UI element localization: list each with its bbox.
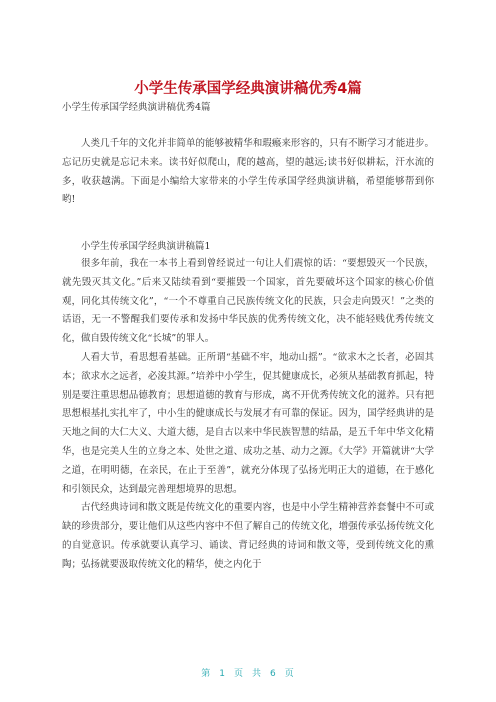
body-paragraph-2: 人看大节，看思想看基础。正所谓“基础不牢，地动山摇”。“欲求木之长者，必固其本；欲求水之远者，必浚其源。”培养中小学生，促其健康成长，必须从基础教育抓起，特别是要注重思想品德教育；思想道德的教育与形成，离不开优秀传统文化的滋养。只有把思想根基扎实扎牢了，中小生的健康成长与发展才有可靠的保证。因为，国学经典讲的是天地之间的大仁大义、大道大德，是自古以来中华民族智慧的结晶，是五千年中华文化精华，也是完美人生的立身之本、处世之道、成功之基、动力之源。《大学》开篇就讲“大学之道，在明明德，在亲民，在止于至善”，就充分体现了弘扬光明正大的道德，在于感化和引领民众，达到最完善理想境界的思想。: [62, 351, 434, 495]
page-label: 第: [201, 669, 212, 679]
total-unit: 页: [284, 669, 295, 679]
body-paragraph-3: 古代经典诗词和散文既是传统文化的重要内容，也是中小学生精神营养套餐中不可或缺的珍贵部分，要让他们从这些内容中不但了解自己的传统文化，增强传承弘扬传统文化的自觉意识。传承就要认真学习、诵读、背记经典的诗词和散文等，受到传统文化的熏陶；弘扬就要汲取传统文化的精华，使之内化于: [62, 502, 434, 570]
document-subtitle: 小学生传承国学经典演讲稿优秀4篇: [62, 102, 211, 113]
page-unit: 页: [233, 669, 244, 679]
section-heading: 小学生传承国学经典演讲稿篇1: [81, 241, 211, 252]
intro-paragraph: 人类几千年的文化并非简单的能够被精华和瑕瘢来形容的，只有不断学习才能进步。忘记历史就是忘记未来。读书好似爬山，爬的越高，望的越远;读书好似耕耘，汗水流的多，收获越满。下面是小编给大家带来的小学生传承国学经典演讲稿，希望能够帮到你哟!: [62, 138, 434, 206]
page-number: 1: [219, 669, 226, 679]
intro-block: [62, 135, 434, 210]
body-paragraph-1: 很多年前，我在一本书上看到曾经说过一句让人们震惊的话：“要想毁灭一个民族，就先毁灭其文化。”后来又陆续看到“要摧毁一个国家，首先要破坏这个国家的核心价值观，同化其传统文化”，“一个不尊重自己民族传统文化的民族，只会走向毁灭！”之类的话语，无一不警醒我们要传承和发扬中华民族的优秀传统文化，决不能轻贱优秀传统文化，做自毁传统文化“长城”的罪人。: [62, 258, 434, 345]
total-pages: 6: [270, 669, 277, 679]
total-label: 共: [252, 669, 263, 679]
page-footer: [0, 668, 496, 680]
article-body: [62, 255, 434, 575]
page-title: 小学生传承国学经典演讲稿优秀4篇: [134, 81, 362, 97]
